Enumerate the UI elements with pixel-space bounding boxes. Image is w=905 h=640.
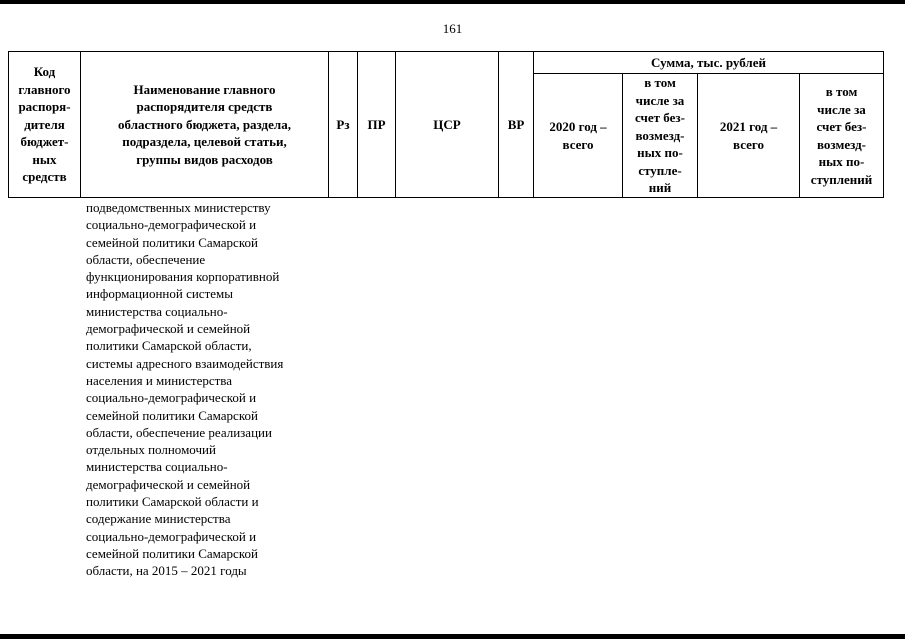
header-2021-grants: в том числе за счет без- возмезд- ных по- ступлений [800, 74, 884, 198]
header-2021-total: 2021 год – всего [698, 74, 800, 198]
header-2020-grants: в том числе за счет без- возмезд- ных по- ступле- ний [623, 74, 698, 198]
scan-border-top [0, 0, 905, 4]
header-csr: ЦСР [396, 52, 499, 198]
scan-border-bottom [0, 634, 905, 639]
budget-table-header [8, 51, 884, 198]
page-number: 161 [442, 21, 463, 36]
row-description [86, 199, 332, 580]
header-sum-title: Сумма, тыс. рублей [534, 52, 884, 74]
header-rz: Рз [329, 52, 358, 198]
header-name: Наименование главного распорядителя средств областного бюджета, раздела, подраздела, целевой статьи, группы видов расходов [81, 52, 329, 198]
header-2020-total: 2020 год – всего [534, 74, 623, 198]
header-code: Код главного распоря- дителя бюджет- ных средств [9, 52, 81, 198]
header-vr: ВР [499, 52, 534, 198]
row-description-text: подведомственных министерству социально-демографической и семейной политики Самарской области, обеспечение функционирования корпоративной информационной системы министерства социально- демографической и семейной политики Самарской области, системы адресного взаимодействия населения и министерства социально-демографической и семейной политики Самарской области, обеспечение реализации отдельных полномочий министерства социально- демографической и семейной политики Самарской области и содержание министерства социально-демографической и семейной политики Самарской области, на 2015 – 2021 годы [86, 200, 284, 579]
header-pr: ПР [358, 52, 396, 198]
